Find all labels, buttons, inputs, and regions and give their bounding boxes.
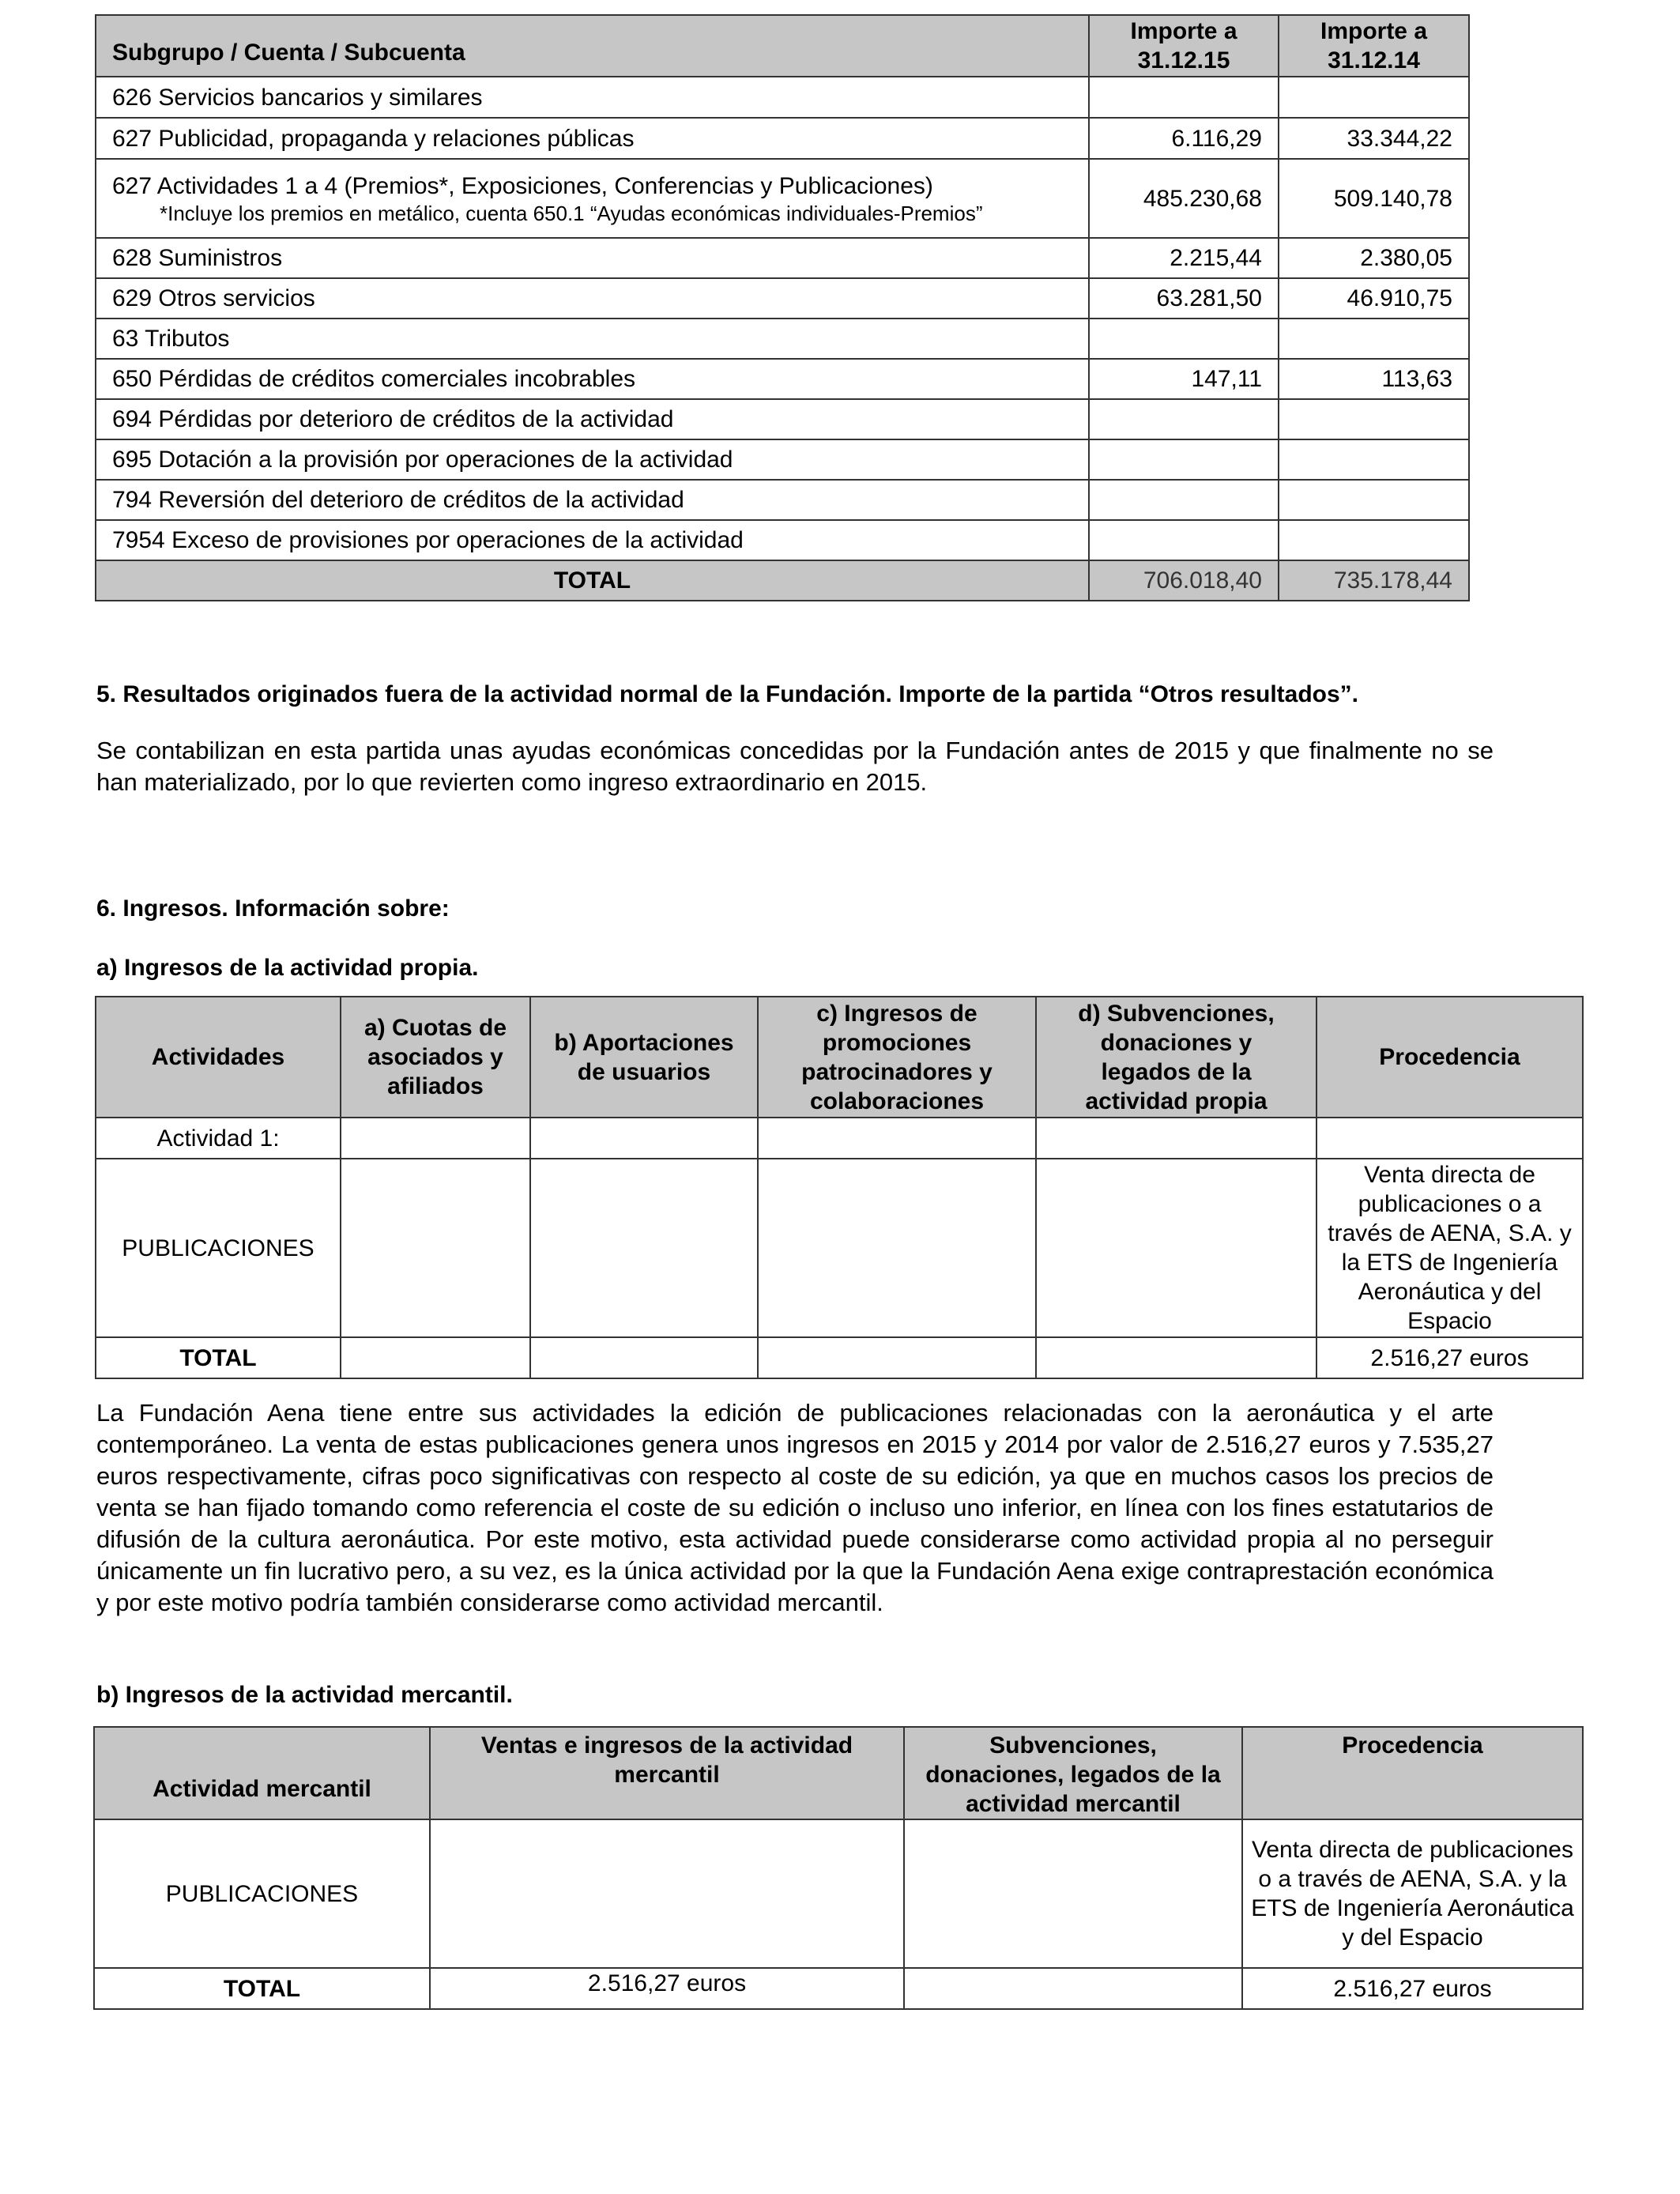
col-header-origin: Procedencia (1242, 1727, 1583, 1819)
amount-2015: 147,11 (1089, 359, 1279, 399)
section-5-heading: 5. Resultados originados fuera de la actividad normal de la Fundación. Importe de la partida “Otros resultados”. (96, 681, 1359, 707)
account-label: 650 Pérdidas de créditos comerciales incobrables (96, 359, 1089, 399)
activity-name: PUBLICACIONES (94, 1819, 430, 1968)
total-origin: 2.516,27 euros (1317, 1337, 1583, 1378)
account-footnote: *Incluye los premios en metálico, cuenta 650.1 “Ayudas económicas individuales-Premios” (160, 201, 983, 225)
account-label: 794 Reversión del deterioro de créditos de la actividad (96, 480, 1089, 520)
subsection-b-heading: b) Ingresos de la actividad mercantil. (96, 1682, 513, 1708)
amount-2014: 2.380,05 (1279, 238, 1469, 278)
account-label: 695 Dotación a la provisión por operaciones de la actividad (96, 439, 1089, 480)
amount-2015 (1089, 319, 1279, 359)
subsection-a-paragraph: La Fundación Aena tiene entre sus actividades la edición de publicaciones relacionadas con la aeronáutica y el arte contemporáneo. La venta de estas publicaciones genera unos ingresos en 2015 y 2014 por valor de 2.516,27 euros y 7.535,27 euros respectivamente, cifras poco significativas con respecto al coste de su edición, ya que en muchos casos los precios de venta se han fijado tomando como referencia el coste de su edición o incluso uno inferior, en línea con los fines estatutarios de difusión de la cultura aeronáutica. Por este motivo, esta actividad puede considerarse como actividad propia al no perseguir únicamente un fin lucrativo pero, a su vez, es la única actividad por la que la Fundación Aena exige contraprestación económica y por este motivo podría también considerarse como actividad mercantil. (96, 1399, 1494, 1616)
empty-cell (530, 1337, 758, 1378)
empty-cell (341, 1337, 530, 1378)
empty-cell (1317, 1118, 1583, 1159)
account-label-cell (96, 159, 1089, 238)
account-label: 7954 Exceso de provisiones por operaciones de la actividad (96, 520, 1089, 560)
col-header-commercial-activity: Actividad mercantil (94, 1727, 430, 1819)
account-label: 628 Suministros (96, 238, 1089, 278)
empty-cell (430, 1819, 904, 1968)
activity-name: PUBLICACIONES (96, 1159, 341, 1337)
amount-2014 (1279, 399, 1469, 439)
account-label: 63 Tributos (96, 319, 1089, 359)
col-header-activities: Actividades (96, 997, 341, 1118)
col-header-origin: Procedencia (1317, 997, 1583, 1118)
total-origin: 2.516,27 euros (1242, 1968, 1583, 2009)
subsection-a-heading: a) Ingresos de la actividad propia. (96, 955, 479, 981)
empty-cell (904, 1968, 1242, 2009)
amount-2015: 2.215,44 (1089, 238, 1279, 278)
total-label: TOTAL (96, 560, 1089, 601)
section-5-paragraph: Se contabilizan en esta partida unas ayudas económicas concedidas por la Fundación antes de 2015 y que finalmente no se han materializado, por lo que revierten como ingreso extraordinario en 2015. (96, 737, 1494, 796)
empty-cell (758, 1118, 1036, 1159)
empty-cell (341, 1159, 530, 1337)
amount-2014 (1279, 480, 1469, 520)
amount-2015: 63.281,50 (1089, 278, 1279, 319)
total-label: TOTAL (94, 1968, 430, 2009)
account-label: 627 Actividades 1 a 4 (Premios*, Exposiciones, Conferencias y Publicaciones) (112, 172, 933, 199)
empty-cell (530, 1159, 758, 1337)
empty-cell (904, 1819, 1242, 1968)
empty-cell (530, 1118, 758, 1159)
accounts-table (95, 14, 1470, 601)
amount-2015: 6.116,29 (1089, 118, 1279, 159)
col-header-fees: a) Cuotas de asociados y afiliados (341, 997, 530, 1118)
origin-text: Venta directa de publicaciones o a través de AENA, S.A. y la ETS de Ingeniería Aeronáutica y del Espacio (1317, 1159, 1583, 1337)
amount-2014 (1279, 520, 1469, 560)
col-header-2015: Importe a 31.12.15 (1089, 15, 1279, 77)
amount-2014: 46.910,75 (1279, 278, 1469, 319)
col-header-sales: Ventas e ingresos de la actividad mercantil (430, 1727, 904, 1819)
col-header-2014: Importe a 31.12.14 (1279, 15, 1469, 77)
total-2014: 735.178,44 (1279, 560, 1469, 601)
total-sales: 2.516,27 euros (430, 1968, 904, 2009)
empty-cell (341, 1118, 530, 1159)
amount-2015 (1089, 77, 1279, 118)
commercial-activity-income-table (93, 1726, 1584, 2010)
empty-cell (1036, 1118, 1317, 1159)
amount-2014: 33.344,22 (1279, 118, 1469, 159)
account-label: 694 Pérdidas por deterioro de créditos de la actividad (96, 399, 1089, 439)
empty-cell (758, 1159, 1036, 1337)
amount-2014 (1279, 77, 1469, 118)
amount-2014: 509.140,78 (1279, 159, 1469, 238)
origin-text: Venta directa de publicaciones o a través de AENA, S.A. y la ETS de Ingeniería Aeronáutica y del Espacio (1242, 1819, 1583, 1968)
empty-cell (1036, 1159, 1317, 1337)
amount-2015 (1089, 439, 1279, 480)
amount-2015 (1089, 399, 1279, 439)
col-header-account: Subgrupo / Cuenta / Subcuenta (96, 15, 1089, 77)
account-label: 627 Publicidad, propaganda y relaciones públicas (96, 118, 1089, 159)
col-header-sponsorship-income: c) Ingresos de promociones patrocinadores y colaboraciones (758, 997, 1036, 1118)
total-2015: 706.018,40 (1089, 560, 1279, 601)
col-header-grants: d) Subvenciones, donaciones y legados de la actividad propia (1036, 997, 1317, 1118)
amount-2015 (1089, 520, 1279, 560)
own-activity-income-table (95, 996, 1584, 1379)
col-header-grants: Subvenciones, donaciones, legados de la actividad mercantil (904, 1727, 1242, 1819)
amount-2015: 485.230,68 (1089, 159, 1279, 238)
amount-2015 (1089, 480, 1279, 520)
activity-label: Actividad 1: (96, 1118, 341, 1159)
empty-cell (1036, 1337, 1317, 1378)
empty-cell (758, 1337, 1036, 1378)
amount-2014 (1279, 439, 1469, 480)
col-header-user-contributions: b) Aportaciones de usuarios (530, 997, 758, 1118)
amount-2014: 113,63 (1279, 359, 1469, 399)
section-6-heading: 6. Ingresos. Información sobre: (96, 895, 450, 922)
account-label: 629 Otros servicios (96, 278, 1089, 319)
account-label: 626 Servicios bancarios y similares (96, 77, 1089, 118)
total-label: TOTAL (96, 1337, 341, 1378)
amount-2014 (1279, 319, 1469, 359)
